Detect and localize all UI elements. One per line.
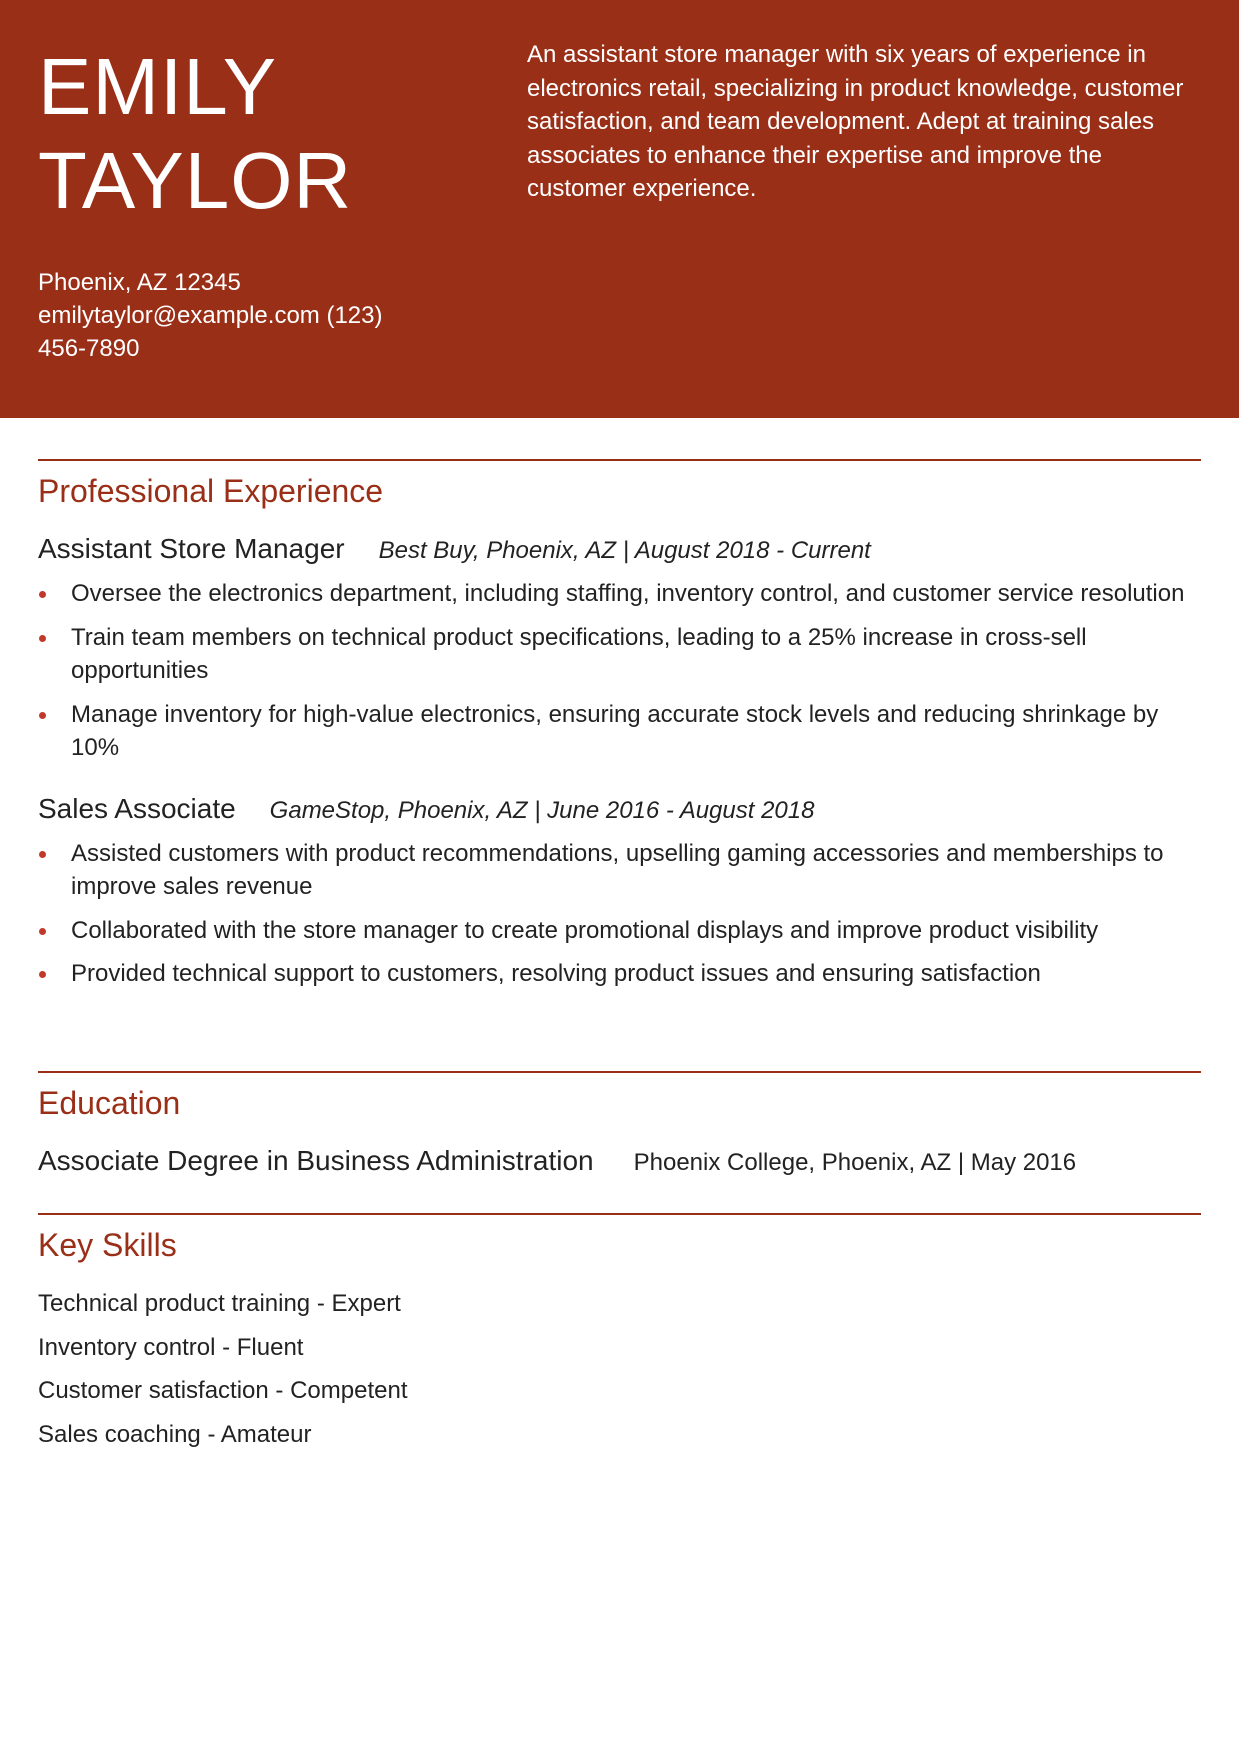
- experience-section: [38, 459, 1201, 1001]
- location: Phoenix, AZ 12345: [38, 269, 241, 296]
- last-name: TAYLOR: [38, 136, 353, 225]
- skills-list: [38, 1287, 1201, 1451]
- education-meta: Phoenix College, Phoenix, AZ | May 2016: [633, 1149, 1077, 1176]
- section-title: Professional Experience: [38, 473, 384, 509]
- candidate-name: [38, 40, 352, 228]
- skills-section: [38, 1213, 1201, 1461]
- list-item: Manage inventory for high-value electronics, ensuring accurate stock levels and reducing shrinkage by 10%: [38, 698, 1201, 765]
- resume-header: [0, 0, 1239, 418]
- skill-item: Customer satisfaction - Competent: [38, 1377, 408, 1404]
- first-name: EMILY: [38, 42, 278, 131]
- education-entry: [38, 1143, 1201, 1179]
- job-meta: Best Buy, Phoenix, AZ | August 2018 - Current: [378, 537, 871, 564]
- job-bullets: [38, 577, 1201, 765]
- job-bullets: [38, 837, 1201, 991]
- section-title: Education: [38, 1085, 181, 1121]
- job-entry: [38, 531, 1201, 765]
- list-item: Train team members on technical product specifications, leading to a 25% increase in cross-sell opportunities: [38, 621, 1201, 688]
- skill-item: Technical product training - Expert: [38, 1290, 401, 1317]
- job-title: Sales Associate: [38, 792, 236, 824]
- job-meta: GameStop, Phoenix, AZ | June 2016 - August 2018: [269, 796, 815, 824]
- section-title: Key Skills: [38, 1227, 177, 1263]
- professional-summary: An assistant store manager with six years of experience in electronics retail, specializing in product knowledge, customer satisfaction, and team development. Adept at training sales associates to enhance their expertise and improve the customer experience.: [527, 41, 1184, 202]
- degree: Associate Degree in Business Administration: [38, 1145, 594, 1176]
- job-title: Assistant Store Manager: [38, 533, 345, 564]
- skill-item: Sales coaching - Amateur: [38, 1420, 312, 1448]
- job-entry: [38, 791, 1201, 991]
- contact-info: [38, 266, 418, 365]
- list-item: Provided technical support to customers, resolving product issues and ensuring satisfaction: [38, 957, 1201, 991]
- phone-continued: 456-7890: [38, 335, 140, 362]
- list-item: Oversee the electronics department, including staffing, inventory control, and customer service resolution: [38, 577, 1201, 611]
- list-item: Assisted customers with product recommendations, upselling gaming accessories and memberships to improve sales revenue: [38, 837, 1201, 904]
- email-phone: emilytaylor@example.com (123): [38, 302, 383, 329]
- skill-item: Inventory control - Fluent: [38, 1333, 304, 1361]
- education-section: [38, 1071, 1201, 1179]
- list-item: Collaborated with the store manager to create promotional displays and improve product visibility: [38, 914, 1201, 948]
